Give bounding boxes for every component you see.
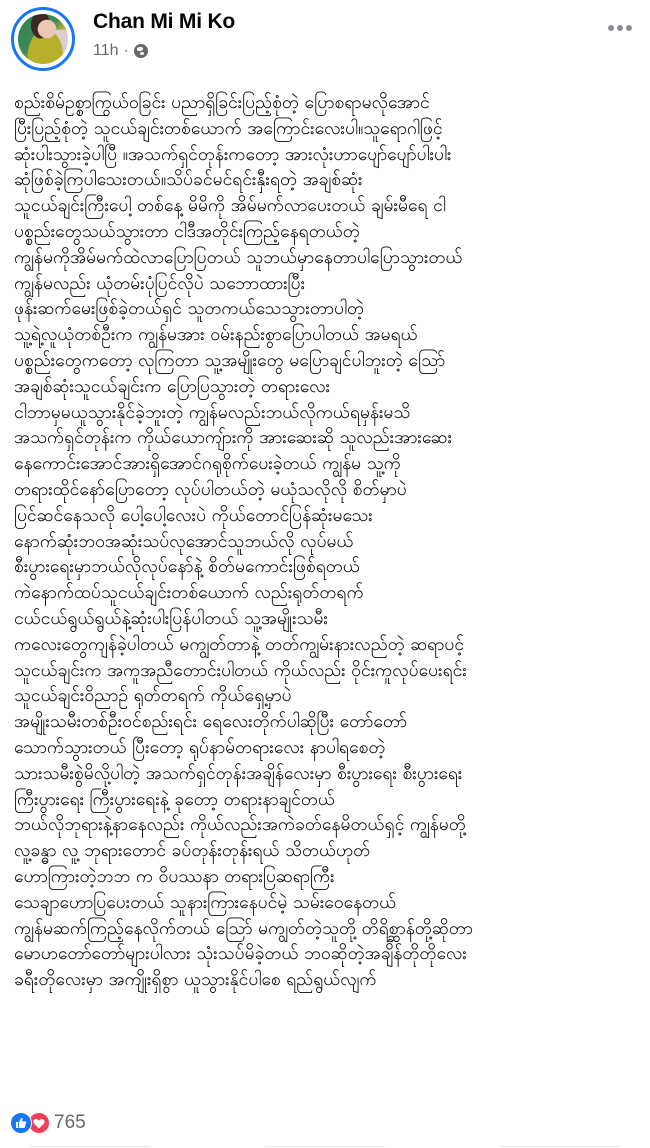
- post-text-line: ကဲနောက်ထပ်သူငယ်ချင်းတစ်ယောက် လည်းရုတ်တရက်: [14, 583, 364, 604]
- post-text-line: ငယ်ငယ်ရွယ်ရွယ်နဲ့ဆုံးပါးပြန်ပါတယ် သူ့အမျိုးသမီး: [14, 608, 328, 629]
- heart-icon: [33, 1118, 45, 1129]
- post-text-line: ကလေးတွေကျန်ခဲ့ပါတယ် မကျွတ်တာနဲ့ တတ်ကျွမ်းနားလည်တဲ့ ဆရာပင့်: [14, 634, 465, 655]
- post-text-line: တရားထိုင်နော်ပြောတော့ လုပ်ပါတယ်တဲ့ မယုံသလိုလို စိတ်မှာပဲ: [14, 479, 407, 500]
- post-text-line: အမျိုးသမီးတစ်ဦးဝင်စည်းရင်း ရေလေးတိုက်ပါဆိုပြီး တော်တော်: [14, 712, 408, 733]
- post-text-line: သောက်သွားတယ် ပြီးတော့ ရုပ်နာမ်တရားလေး နာပါရစေတဲ့: [14, 737, 386, 758]
- post-text-line: သူငယ်ချင်းဝိညာဉ် ရုတ်တရက် ကိုယ်ရှေ့မှာပဲ: [14, 686, 292, 707]
- thumbs-up-icon: [15, 1117, 27, 1129]
- post-text-line: ခရီးတိုလေးမှာ အကျိုးရှိစွာ ယူသွားနိုင်ပါစေ ရည်ရွယ်လျက်: [14, 970, 377, 991]
- timestamp[interactable]: 11h: [93, 42, 119, 59]
- post-text-line: ကျွန်မကိုအိမ်မက်ထဲလာပြောပြတယ် သူဘယ်မှာနေတာပါပြောသွားတယ်: [14, 247, 463, 268]
- post-text-line: စီးပွားရေးမှာဘယ်လိုလုပ်နော်နဲ့ စိတ်မကောင်းဖြစ်ရတယ်: [14, 557, 360, 578]
- post-text-line: ပြီးပြည့်စုံတဲ့ သူငယ်ချင်းတစ်ယောက် အကြောင်းလေးပါ။သူရောဂါဖြင့်: [14, 118, 443, 139]
- reaction-count[interactable]: 765: [54, 1112, 86, 1133]
- meta-separator: ·: [123, 42, 129, 59]
- post-text-line: ဆုံးပါးသွားခဲ့ပါပြီ ။အသက်ရှင်တုန်းကတော့ အားလုံးဟာပျော်ပျော်ပါးပါး: [14, 144, 452, 165]
- post-text-line: ဘယ်လိုဘုရားနဲ့နာနေလည်း ကိုယ်လည်းအကဲခတ်နေမိတယ်ရှင့် ကျွန်မတို့: [14, 815, 466, 836]
- post-text-line: ကျွန်မလည်း ယုံတမ်းပုံပြင်လိုပဲ သဘောထားပြီး: [14, 273, 306, 294]
- post-text-line: ကျွန်မဆက်ကြည့်နေလိုက်တယ် ဩော် မကျွတ်တဲ့သူတို့ တိရိစ္ဆာန်တို့ဆိုတာ: [14, 918, 473, 939]
- post-text-line: စည်းစိမ်ဥစ္စာကြွယ်ဝခြင်း ပညာရှိခြင်းပြည့်စုံတဲ့ ပြောစရာမလိုအောင်: [14, 93, 430, 113]
- post-text-line: သေချာဟောပြပေးတယ် သူနားကြားနေပင်မဲ့ သမ်းဝေနေတယ်: [14, 892, 397, 913]
- post-text-line: ကြီးပွားရေး ကြီးပွားရေးနဲ့ ခုတော့ တရားနာချင်တယ်: [14, 789, 335, 810]
- post-text-line: သားသမီးစွဲမိလို့ပါတဲ့ အသက်ရှင်တုန်းအချိန်လေးမှာ စီးပွားရေး စီးပွားရေး: [14, 763, 463, 784]
- post-text-line: မောဟတော်တော်များပါလား သုံးသပ်မိခဲ့တယ် ဘဝဆိုတဲ့အချိန်တိုတိုလေး: [14, 944, 467, 965]
- action-bar-divider: [30, 1146, 620, 1147]
- like-reaction-icon: [10, 1112, 32, 1134]
- post-text-line: ငါဘာမှမယူသွားနိုင်ခဲ့ဘူးတဲ့ ကျွန်မလည်းဘယ်လိုကယ်ရမှန်းမသိ: [14, 402, 411, 423]
- post-text-line: သူငယ်ချင်းက အကူအညီတောင်းပါတယ် ကိုယ်လည်း ဝိုင်းကူလုပ်ပေးရင်း: [14, 660, 467, 681]
- reactions-summary[interactable]: [10, 1108, 86, 1138]
- more-options-button[interactable]: [608, 25, 632, 31]
- post-text-line: အသက်ရှင်တုန်းက ကိုယ်ယောကျ်ားကို အားဆေးဆို သူလည်းအားဆေး: [14, 428, 453, 449]
- more-dot-icon: [617, 25, 623, 31]
- avatar-story-ring[interactable]: [11, 7, 75, 71]
- post-text-line: ပစ္စည်းတွေကတော့ လုကြတာ သူ့အမျိုးတွေ မပြောချင်ပါဘူးတဲ့ ဩော်: [14, 350, 446, 371]
- post-text-line: ပြင်ဆင်နေသလို ပေါ့ပေါ့လေးပဲ ကိုယ်တောင်ပြန်ဆုံးမသေး: [14, 505, 373, 526]
- post-text-line: သူ့ရဲ့လူယုံတစ်ဦးက ကျွန်မအား ဝမ်းနည်းစွာပြောပါတယ် အမရယ်: [14, 325, 418, 346]
- more-dot-icon: [608, 25, 614, 31]
- post-text-line: အချစ်ဆုံးသူငယ်ချင်းက ပြောပြသွားတဲ့ တရားလေး: [14, 376, 331, 397]
- post-text-line: သူငယ်ချင်းကြီးပေါ့ တစ်နေ့ မိမိကို အိမ်မက်လာပေးတယ် ချမ်းမီရေ ငါ: [14, 196, 446, 217]
- post-text-line: ဟောကြားတဲ့ဘဘ က ဝိပဿနာ တရားပြဆရာကြီး: [14, 866, 335, 887]
- post-header: [0, 0, 650, 80]
- post-text-line: လူ့ခန္ဓာ လူ့ ဘုရားတောင် ခပ်တုန်းတုန်းရယ် သိတယ်ဟုတ်: [14, 841, 371, 862]
- more-dot-icon: [626, 25, 632, 31]
- post-text-line: ဖုန်းဆက်မေးဖြစ်ခဲ့တယ်ရှင် သူတကယ်သေသွားတာပါတဲ့: [14, 299, 365, 320]
- author-name[interactable]: Chan Mi Mi Ko: [93, 10, 236, 33]
- post-text-line: ဆုံဖြစ်ခဲ့ကြပါသေးတယ်။သိပ်ခင်မင်ရင်းနှီးရတဲ့ အချစ်ဆုံး: [14, 170, 363, 191]
- post-text-line: နောက်ဆုံးဘဝအဆုံးသပ်လုအောင်သူဘယ်လို လုပ်မယ်: [14, 531, 354, 552]
- post-text-line: ပစ္စည်းတွေသယ်သွားတာ ငါဒီအတိုင်းကြည့်နေရတယ်တဲ့: [14, 221, 360, 242]
- post-meta: [93, 42, 148, 60]
- post-text: [14, 91, 644, 994]
- globe-icon[interactable]: [134, 44, 148, 58]
- post-text-line: နေကောင်းအောင်အားရှိအောင်ဂရုစိုက်ပေးခဲ့တယ် ကျွန်မ သူ့ကို: [14, 454, 401, 475]
- avatar[interactable]: [18, 14, 68, 64]
